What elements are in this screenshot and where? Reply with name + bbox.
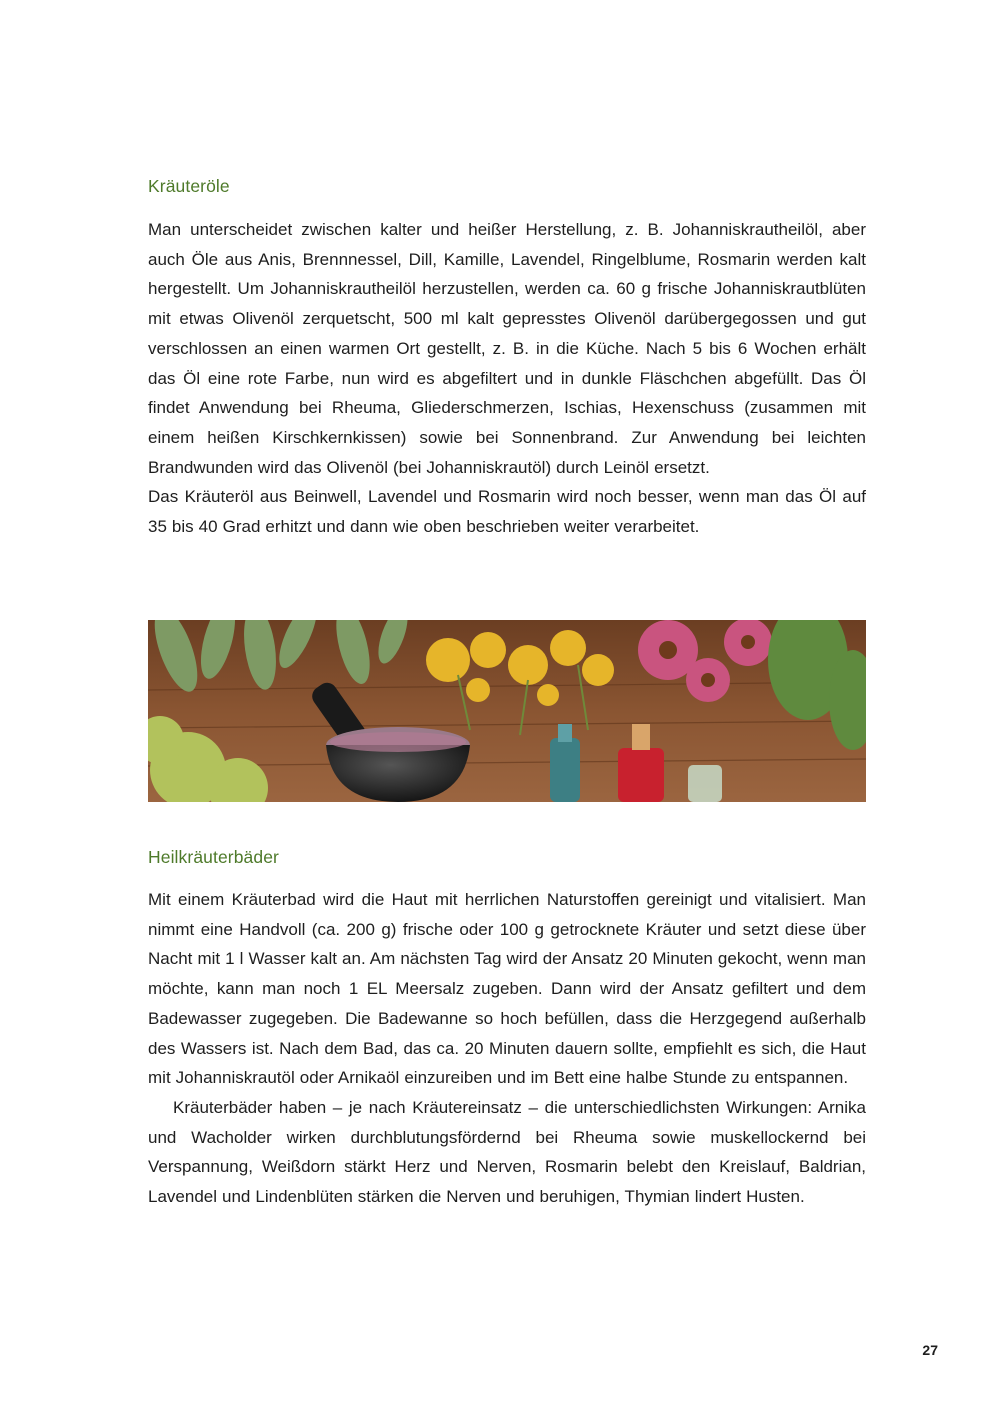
section-heading-kraeuteroele: Kräuteröle [148,176,230,196]
page-number: 27 [922,1342,938,1358]
section-body-heilkraeuterbaeder [148,885,866,1212]
paragraph: Man unterscheidet zwischen kalter und heißer Herstellung, z. B. Johanniskrautheilöl, aber auch Öle aus Anis, Brennnessel, Dill, Kamille, Lavendel, Ringelblume, Rosmarin werden kalt hergestellt. Um Johanniskrautheilöl herzustellen, werden ca. 60 g frische Johanniskrautblüten mit etwas Olivenöl zerquetscht, 500 ml kalt gepresstes Olivenöl darübergegossen und gut verschlossen an einen warmen Ort gestellt, z. B. in die Küche. Nach 5 bis 6 Wochen erhält das Öl eine rote Farbe, nun wird es abgefiltert und in dunkle Fläschchen abgefüllt. Das Öl findet Anwendung bei Rheuma, Gliederschmerzen, Ischias, Hexenschuss (zusammen mit einem heißen Kirschkernkissen) sowie bei Sonnenbrand. Zur Anwendung bei leichten Brandwunden wird das Olivenöl (bei Johanniskrautöl) durch Leinöl ersetzt. [148,220,866,477]
paragraph: Kräuterbäder haben – je nach Kräutereinsatz – die unterschiedlichsten Wirkungen: Arnika und Wacholder wirken durchblutungsfördernd bei Rheuma sowie muskellockernd bei Verspannung, Weißdorn stärkt Herz und Nerven, Rosmarin belebt den Kreislauf, Baldrian, Lavendel und Lindenblüten stärken die Nerven und beruhigen, Thymian lindert Husten. [148,1097,866,1207]
section-heading-heilkraeuterbaeder: Heilkräuterbäder [148,847,279,867]
section-body-kraeuteroele [148,215,866,542]
herbs-photo [148,620,866,802]
paragraph: Das Kräuteröl aus Beinwell, Lavendel und Rosmarin wird noch besser, wenn man das Öl auf 35 bis 40 Grad erhitzt und dann wie oben beschrieben weiter verarbeitet. [148,487,866,537]
paragraph: Mit einem Kräuterbad wird die Haut mit herrlichen Naturstoffen gereinigt und vitalisiert. Man nimmt eine Handvoll (ca. 200 g) frische oder 100 g getrocknete Kräuter und setzt diese über Nacht mit 1 l Wasser kalt an. Am nächsten Tag wird der Ansatz 20 Minuten gekocht, wenn man möchte, kann man noch 1 EL Meersalz zugeben. Dann wird der Ansatz gefiltert und dem Badewasser zugegeben. Die Badewanne so hoch befüllen, dass die Herzgegend außerhalb des Wassers ist. Nach dem Bad, das ca. 20 Minuten dauern sollte, empfiehlt es sich, die Haut mit Johanniskrautöl oder Arnikaöl einzureiben und im Bett eine halbe Stunde zu entspannen. [148,890,866,1088]
